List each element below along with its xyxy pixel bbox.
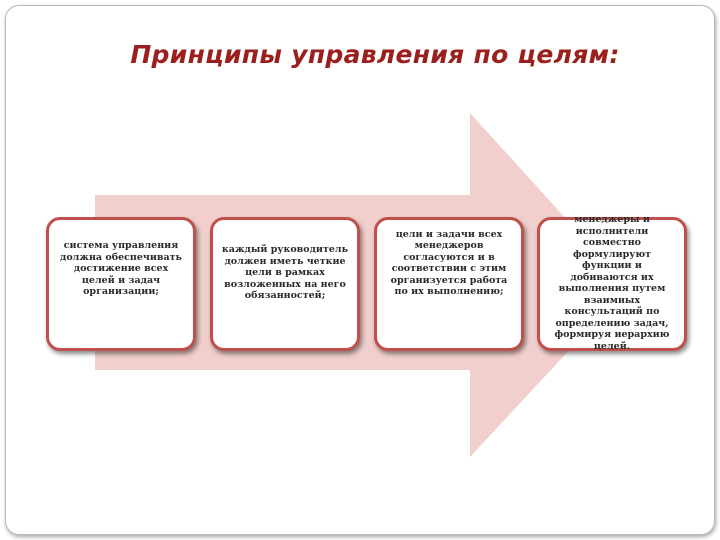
principle-box-2 xyxy=(210,217,360,351)
principle-text-1: система управления должна обеспечивать достижение всех целей и задач организации; xyxy=(60,240,182,298)
principle-box-4 xyxy=(537,214,687,352)
principle-box-3 xyxy=(374,217,524,351)
principle-box-1 xyxy=(46,217,196,351)
principle-text-4: менеджеры и исполнители совместно формулируют функции и добиваются их выполнения путем взаимных консультаций по определению задач, формируя иерархию целей. xyxy=(554,214,670,352)
principle-text-2: каждый руководитель должен иметь четкие цели в рамках возложенных на него обязанностей; xyxy=(221,244,349,302)
page-title: Принципы управления по целям: xyxy=(130,40,620,69)
principle-text-3: цели и задачи всех менеджеров согласуются и в соответствии с этим организуется работа по их выполнению; xyxy=(390,228,508,297)
